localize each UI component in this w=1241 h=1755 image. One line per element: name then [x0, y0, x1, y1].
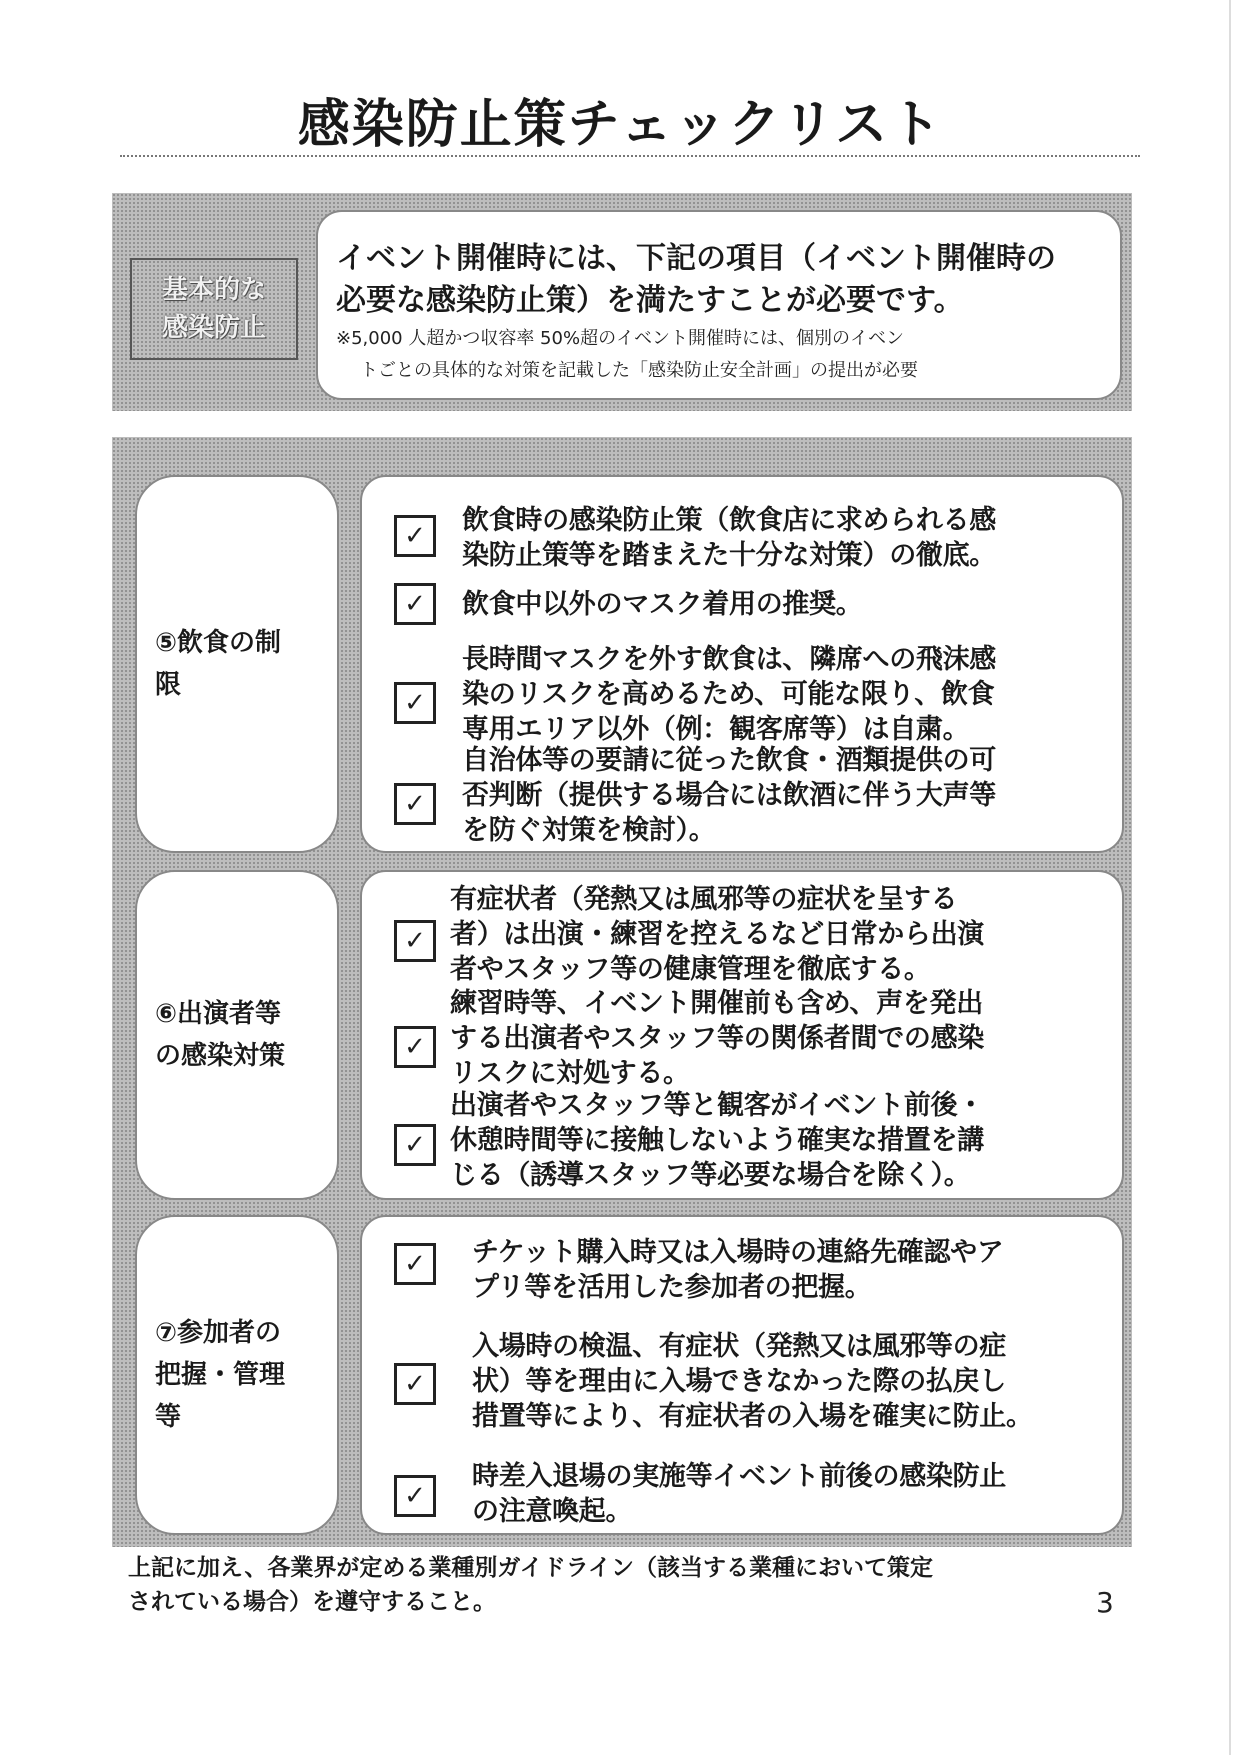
item-line: チケット購入時又は入場時の連絡先確認やア [472, 1237, 1004, 1268]
item-line: 飲食中以外のマスク着用の推奨。 [462, 589, 863, 620]
item-line: 飲食時の感染防止策（飲食店に求められる感 [462, 505, 996, 536]
item-text [462, 503, 1114, 573]
intro-line: 必要な感染防止策）を満たすことが必要です。 [336, 283, 964, 318]
item-line: する出演者やスタッフ等の関係者間での感染 [450, 1023, 984, 1054]
item-line: 入場時の検温、有症状（発熱又は風邪等の症 [472, 1331, 1006, 1362]
page-title: 感染防止策チェックリスト [297, 95, 944, 155]
basic-measures-badge [130, 258, 298, 360]
intro-note: ※5,000 人超かつ収容率 50%超のイベント開催時には、個別のイベン [336, 328, 905, 349]
item-line: 染のリスクを高めるため、可能な限り、飲食 [462, 679, 995, 710]
footer-line: されている場合）を遵守すること。 [128, 1589, 496, 1615]
item-line: 状）等を理由に入場できなかった際の払戻し [472, 1366, 1006, 1397]
item-line: 時差入退場の実施等イベント前後の感染防止 [472, 1461, 1006, 1492]
item-line: 有症状者（発熱又は風邪等の症状を呈する [450, 884, 958, 915]
item-line: 専用エリア以外（例：観客席等）は自粛。 [462, 714, 970, 745]
checkbox-icon[interactable]: ✓ [394, 1124, 436, 1166]
item-line: を防ぐ対策を検討）。 [462, 815, 716, 846]
title-underline [120, 155, 1140, 157]
item-text [450, 1088, 1114, 1193]
checkbox-icon[interactable]: ✓ [394, 1475, 436, 1517]
section-label-line: 等 [155, 1402, 182, 1432]
item-line: 措置等により、有症状者の入場を確実に防止。 [472, 1401, 1033, 1432]
item-text [462, 743, 1114, 848]
item-line: プリ等を活用した参加者の把握。 [472, 1272, 872, 1303]
section-label-line: の感染対策 [155, 1041, 286, 1071]
item-text [472, 1459, 1114, 1529]
badge-line: 基本的な [161, 275, 266, 305]
checkbox-icon[interactable]: ✓ [394, 583, 436, 625]
section-label-performers [135, 870, 339, 1200]
item-text [462, 587, 1114, 622]
item-text [472, 1235, 1114, 1305]
checkbox-icon[interactable]: ✓ [394, 515, 436, 557]
item-line: 長時間マスクを外す飲食は、隣席への飛沫感 [462, 644, 996, 675]
page-number: 3 [1096, 1586, 1114, 1619]
badge-line: 感染防止 [161, 313, 266, 343]
item-line: の注意喚起。 [472, 1496, 633, 1527]
checkbox-icon[interactable]: ✓ [394, 920, 436, 962]
footer-note [128, 1551, 1088, 1619]
checkbox-icon[interactable]: ✓ [394, 783, 436, 825]
section-label-line: 把握・管理 [155, 1360, 286, 1390]
item-line: 出演者やスタッフ等と観客がイベント前後・ [450, 1090, 984, 1121]
section-items-food [360, 475, 1124, 853]
item-line: じる（誘導スタッフ等必要な場合を除く）。 [450, 1160, 971, 1191]
item-line: 否判断（提供する場合には飲酒に伴う大声等 [462, 780, 996, 811]
checkbox-icon[interactable]: ✓ [394, 1026, 436, 1068]
intro-text-box [316, 210, 1122, 400]
section-label-line: 限 [155, 670, 182, 700]
item-line: 染防止策等を踏まえた十分な対策）の徹底。 [462, 540, 996, 571]
footer-line: 上記に加え、各業界が定める業種別ガイドライン（該当する業種において策定 [128, 1555, 933, 1581]
item-line: 練習時等、イベント開催前も含め、声を発出 [450, 988, 983, 1019]
section-label-food [135, 475, 339, 853]
checkbox-icon[interactable]: ✓ [394, 1363, 436, 1405]
item-line: 者やスタッフ等の健康管理を徹底する。 [450, 954, 931, 985]
scan-edge [1229, 0, 1231, 1755]
section-label-line: ⑥出演者等 [155, 999, 282, 1029]
item-text [472, 1329, 1114, 1434]
item-line: 者）は出演・練習を控えるなど日常から出演 [450, 919, 984, 950]
intro-note: トごとの具体的な対策を記載した「感染防止安全計画」の提出が必要 [360, 360, 918, 381]
section-label-line: ⑦参加者の [155, 1318, 282, 1348]
section-label-line: ⑤飲食の制 [155, 628, 282, 658]
section-items-participants [360, 1215, 1124, 1535]
item-line: 自治体等の要請に従った飲食・酒類提供の可 [462, 745, 996, 776]
item-text [462, 642, 1114, 747]
item-line: 休憩時間等に接触しないよう確実な措置を講 [450, 1125, 984, 1156]
item-line: リスクに対処する。 [450, 1058, 690, 1089]
checkbox-icon[interactable]: ✓ [394, 1243, 436, 1285]
item-text [450, 882, 1114, 987]
section-label-participants [135, 1215, 339, 1535]
section-items-performers [360, 870, 1124, 1200]
item-text [450, 986, 1114, 1091]
checkbox-icon[interactable]: ✓ [394, 682, 436, 724]
intro-line: イベント開催時には、下記の項目（イベント開催時の [336, 241, 1056, 276]
